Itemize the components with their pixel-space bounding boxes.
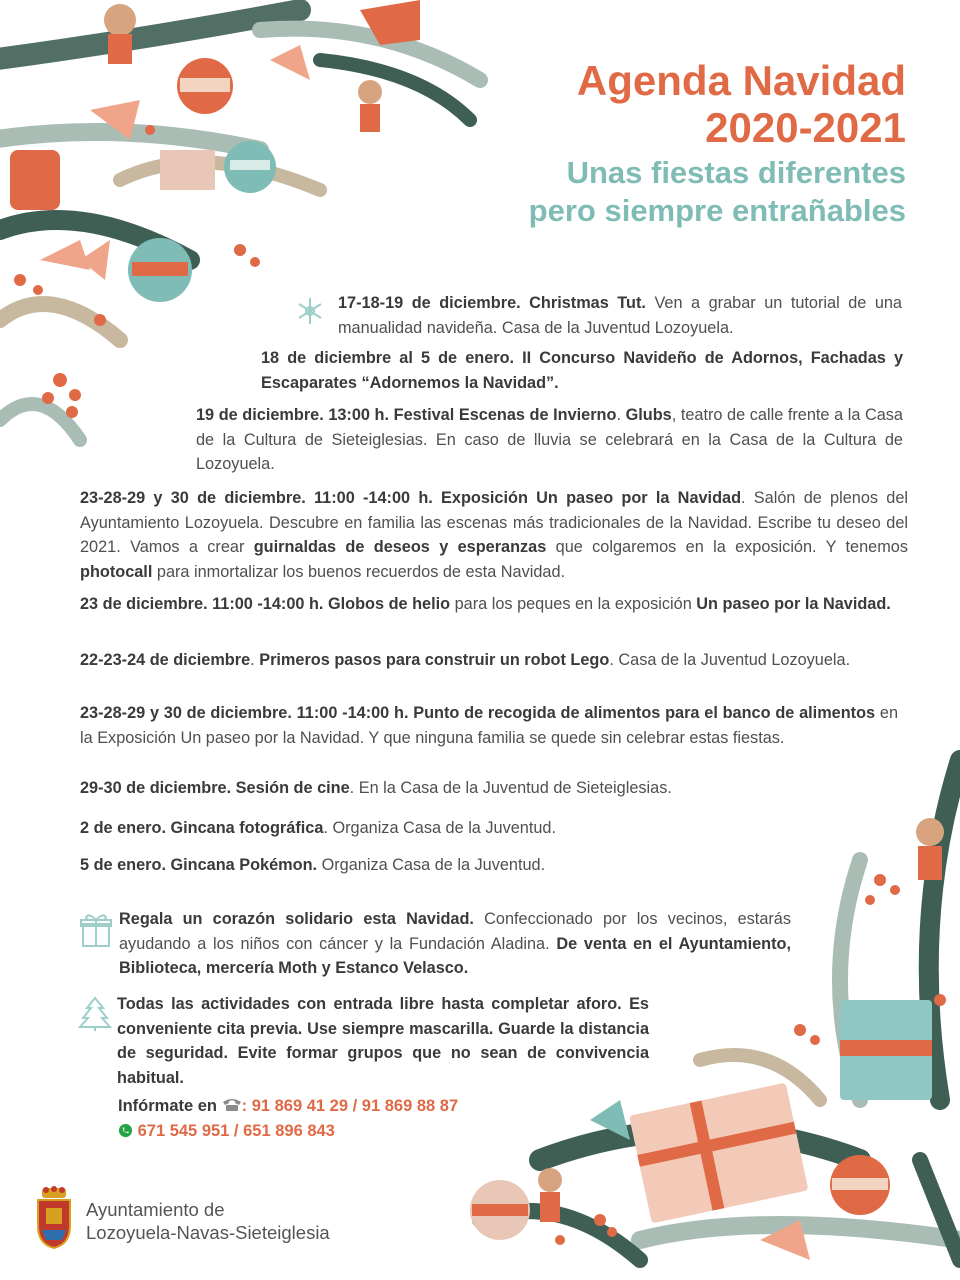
gift-icon: [80, 912, 112, 948]
event-item: 23-28-29 y 30 de diciembre. 11:00 -14:00 h. Exposición Un paseo por la Navidad. Salón de plenos del Ayuntamiento Lozoyuela. Descubre en familia las escenas más tradicionales de la Navidad. Escribe tu deseo del 2021. Vamos a crear guirnaldas de deseos y esperanzas que colgaremos en la exposición. Y tenemos photocall para inmortalizar los buenos recuerdos de esta Navidad.: [80, 489, 909, 581]
title-block: [529, 58, 906, 230]
snowflake-icon: [296, 296, 324, 326]
phone-icon: [222, 1098, 242, 1112]
contact-phones: Infórmate en : 91 869 41 29 / 91 869 88 87: [118, 1097, 459, 1115]
event-title: 17-18-19 de diciembre. Christmas Tut.: [338, 294, 646, 312]
organization-line1: Ayuntamiento de: [86, 1199, 225, 1220]
event-highlight: Primeros pasos para construir un robot Lego: [259, 651, 610, 669]
event-title: 29-30 de diciembre. Sesión de cine: [80, 779, 350, 797]
event-highlight: Un paseo por la Navidad.: [696, 595, 891, 613]
event-title: 23-28-29 y 30 de diciembre. 11:00 -14:00 h. Exposición Un paseo por la Navidad: [80, 489, 742, 507]
event-description: en la Exposición Un paseo por la Navidad. Y que ninguna familia se quede sin celebrar estas fiestas.: [80, 704, 898, 747]
event-description: . En la Casa de la Juventud de Sieteiglesias.: [349, 779, 672, 797]
whatsapp-numbers[interactable]: 671 545 951 / 651 896 843: [137, 1122, 335, 1140]
subtitle-line2: pero siempre entrañables: [528, 193, 906, 228]
event-description: Ven a grabar un tutorial de una manualidad navideña. Casa de la Juventud Lozoyuela.: [338, 294, 902, 337]
safety-notice: [117, 992, 649, 1090]
event-highlight: Glubs: [625, 406, 672, 424]
solidarity-locations: De venta en el Ayuntamiento, Biblioteca, mercería Moth y Estanco Velasco.: [119, 934, 791, 977]
event-highlight: photocall: [80, 562, 153, 581]
event-item: [80, 853, 898, 878]
solidarity-title: Regala un corazón solidario esta Navidad.: [119, 910, 474, 928]
event-title: 23 de diciembre. 11:00 -14:00 h. Globos de helio: [80, 595, 451, 613]
solidarity-note: [119, 907, 791, 981]
contact-label: Infórmate en: [118, 1097, 222, 1115]
event-item: 22-23-24 de diciembre. Primeros pasos para construir un robot Lego. Casa de la Juventud Lozoyuela.: [80, 651, 851, 669]
organization-name: [86, 1198, 330, 1244]
event-title: 19 de diciembre. 13:00 h. Festival Escenas de Invierno: [196, 406, 617, 424]
event-item: [80, 701, 898, 750]
event-description: . Salón de plenos del Ayuntamiento Lozoyuela. Descubre en familia las escenas más tradicionales de la Navidad. Escribe tu deseo del 2021. Vamos a crear: [80, 489, 909, 556]
safety-notice-text: Todas las actividades con entrada libre hasta completar aforo. Es conveniente cita previa. Use siempre mascarilla. Guarde la distancia de seguridad. Evite formar grupos que no sean de convivencia habitual.: [117, 995, 649, 1087]
event-highlight: guirnaldas de deseos y esperanzas: [253, 538, 547, 556]
subtitle-line1: Unas fiestas diferentes: [566, 155, 906, 190]
event-description: . Casa de la Juventud Lozoyuela.: [609, 651, 851, 669]
coat-of-arms-logo: [34, 1186, 74, 1250]
phone-numbers[interactable]: 91 869 41 29 / 91 869 88 87: [247, 1097, 459, 1115]
contact-whatsapp: [118, 1122, 335, 1141]
page-title: Agenda Navidad: [576, 57, 906, 104]
event-item: [80, 592, 898, 617]
event-item: [338, 291, 902, 340]
event-item: 19 de diciembre. 13:00 h. Festival Escenas de Invierno. Glubs, teatro de calle frente a la Casa de la Cultura de Sieteiglesias. En caso de lluvia se celebrará en la Casa de la Cultura de Lozoyuela.: [196, 406, 903, 473]
event-title: 18 de diciembre al 5 de enero. II Concurso Navideño de Adornos, Fachadas y Escaparates “Adornemos la Navidad”.: [261, 349, 903, 392]
event-title: 23-28-29 y 30 de diciembre. 11:00 -14:00 h. Punto de recogida de alimentos para el banco de alimentos: [80, 704, 876, 722]
event-description: para los peques en la exposición: [450, 595, 697, 613]
event-title: 5 de enero. Gincana Pokémon.: [80, 856, 318, 874]
christmas-tree-icon: [78, 996, 112, 1032]
event-description: . Organiza Casa de la Juventud.: [323, 819, 556, 837]
event-item: [80, 776, 898, 801]
organization-line2: Lozoyuela-Navas-Sieteiglesia: [86, 1222, 330, 1243]
event-item: [261, 346, 903, 395]
event-item: [80, 816, 898, 841]
event-title: 22-23-24 de diciembre: [80, 651, 251, 669]
event-description: Organiza Casa de la Juventud.: [317, 856, 546, 874]
event-description: , teatro de calle frente a la Casa de la Cultura de Sieteiglesias. En caso de lluvia se celebrará en la Casa de la Cultura de Lozoyuela.: [196, 406, 903, 473]
page-title-year: 2020-2021: [705, 104, 906, 151]
solidarity-description: Confeccionado por los vecinos, estarás ayudando a los niños con cáncer y la Fundación Aladina.: [119, 910, 792, 953]
event-title: 2 de enero. Gincana fotográfica: [80, 819, 324, 837]
whatsapp-icon: [118, 1123, 133, 1138]
